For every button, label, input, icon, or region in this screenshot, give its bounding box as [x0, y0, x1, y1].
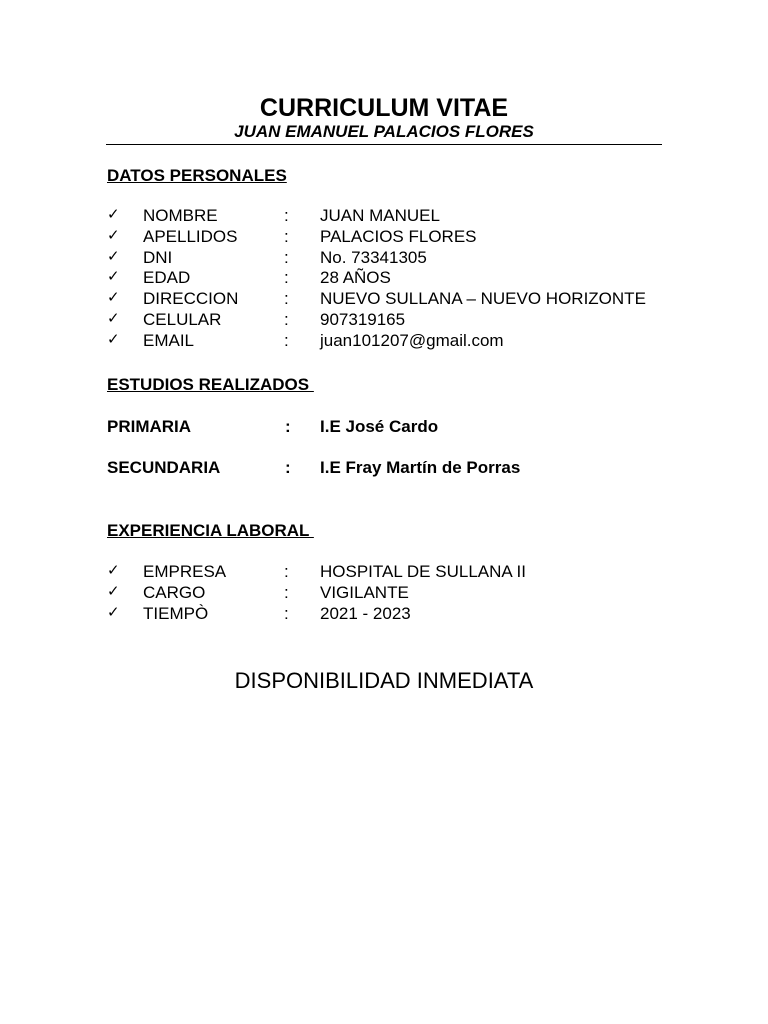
personal-data-heading: DATOS PERSONALES: [107, 166, 287, 185]
checkmark-icon: ✓: [107, 289, 120, 307]
field-value: HOSPITAL DE SULLANA II: [320, 562, 526, 581]
study-row-secondary: [107, 457, 667, 479]
list-item: [107, 248, 667, 269]
field-separator: :: [284, 226, 289, 246]
checkmark-icon: ✓: [107, 562, 120, 579]
field-separator: :: [284, 268, 289, 288]
field-separator: :: [284, 289, 289, 309]
study-value: I.E Fray Martín de Porras: [320, 458, 521, 477]
availability-statement: DISPONIBILIDAD INMEDIATA: [234, 668, 534, 693]
study-label: SECUNDARIA: [107, 458, 221, 477]
study-label: PRIMARIA: [107, 417, 192, 436]
field-label: TIEMPÒ: [143, 603, 209, 623]
header-divider: [106, 144, 662, 145]
list-item: [107, 562, 667, 583]
field-separator: :: [284, 330, 289, 350]
checkmark-icon: ✓: [107, 247, 120, 265]
experience-heading: EXPERIENCIA LABORAL: [107, 521, 314, 540]
field-value: JUAN MANUEL: [320, 206, 440, 225]
checkmark-icon: ✓: [107, 603, 120, 621]
checkmark-icon: ✓: [107, 330, 120, 348]
checkmark-icon: ✓: [107, 309, 120, 327]
field-label: CELULAR: [143, 309, 222, 329]
candidate-name: JUAN EMANUEL PALACIOS FLORES: [234, 122, 534, 141]
field-value: 907319165: [320, 309, 406, 329]
study-value: I.E José Cardo: [320, 417, 439, 436]
field-label: DNI: [143, 247, 173, 267]
field-label: APELLIDOS: [143, 226, 238, 246]
personal-data-list: [107, 206, 667, 352]
field-label: EMAIL: [143, 330, 195, 350]
list-item: [107, 583, 667, 604]
studies-heading: ESTUDIOS REALIZADOS: [107, 375, 314, 394]
experience-list: [107, 562, 667, 624]
checkmark-icon: ✓: [107, 582, 120, 600]
field-separator: :: [284, 247, 289, 267]
list-item: [107, 310, 667, 331]
study-separator: :: [285, 417, 291, 436]
field-value: PALACIOS FLORES: [320, 226, 477, 246]
field-value: 2021 - 2023: [320, 603, 411, 623]
list-item: [107, 227, 667, 248]
list-item: [107, 289, 667, 310]
document-title: CURRICULUM VITAE: [259, 94, 509, 122]
field-value: VIGILANTE: [320, 582, 409, 602]
list-item: [107, 206, 667, 227]
field-value: No. 73341305: [320, 247, 427, 267]
checkmark-icon: ✓: [107, 206, 120, 223]
field-value: NUEVO SULLANA – NUEVO HORIZONTE: [320, 289, 646, 309]
list-item: [107, 268, 667, 289]
field-label: CARGO: [143, 582, 206, 602]
list-item: [107, 604, 667, 625]
field-separator: :: [284, 309, 289, 329]
field-label: NOMBRE: [143, 206, 218, 225]
field-value: 28 AÑOS: [320, 268, 391, 288]
field-separator: :: [284, 206, 289, 225]
study-row-primary: [107, 416, 667, 438]
study-separator: :: [285, 458, 291, 477]
field-separator: :: [284, 582, 289, 602]
checkmark-icon: ✓: [107, 226, 120, 244]
list-item: [107, 331, 667, 352]
field-separator: :: [284, 562, 289, 581]
field-separator: :: [284, 603, 289, 623]
field-label: EMPRESA: [143, 562, 227, 581]
email-value: juan101207@gmail.com: [320, 330, 504, 350]
checkmark-icon: ✓: [107, 268, 120, 286]
field-label: EDAD: [143, 268, 191, 288]
field-label: DIRECCION: [143, 289, 239, 309]
